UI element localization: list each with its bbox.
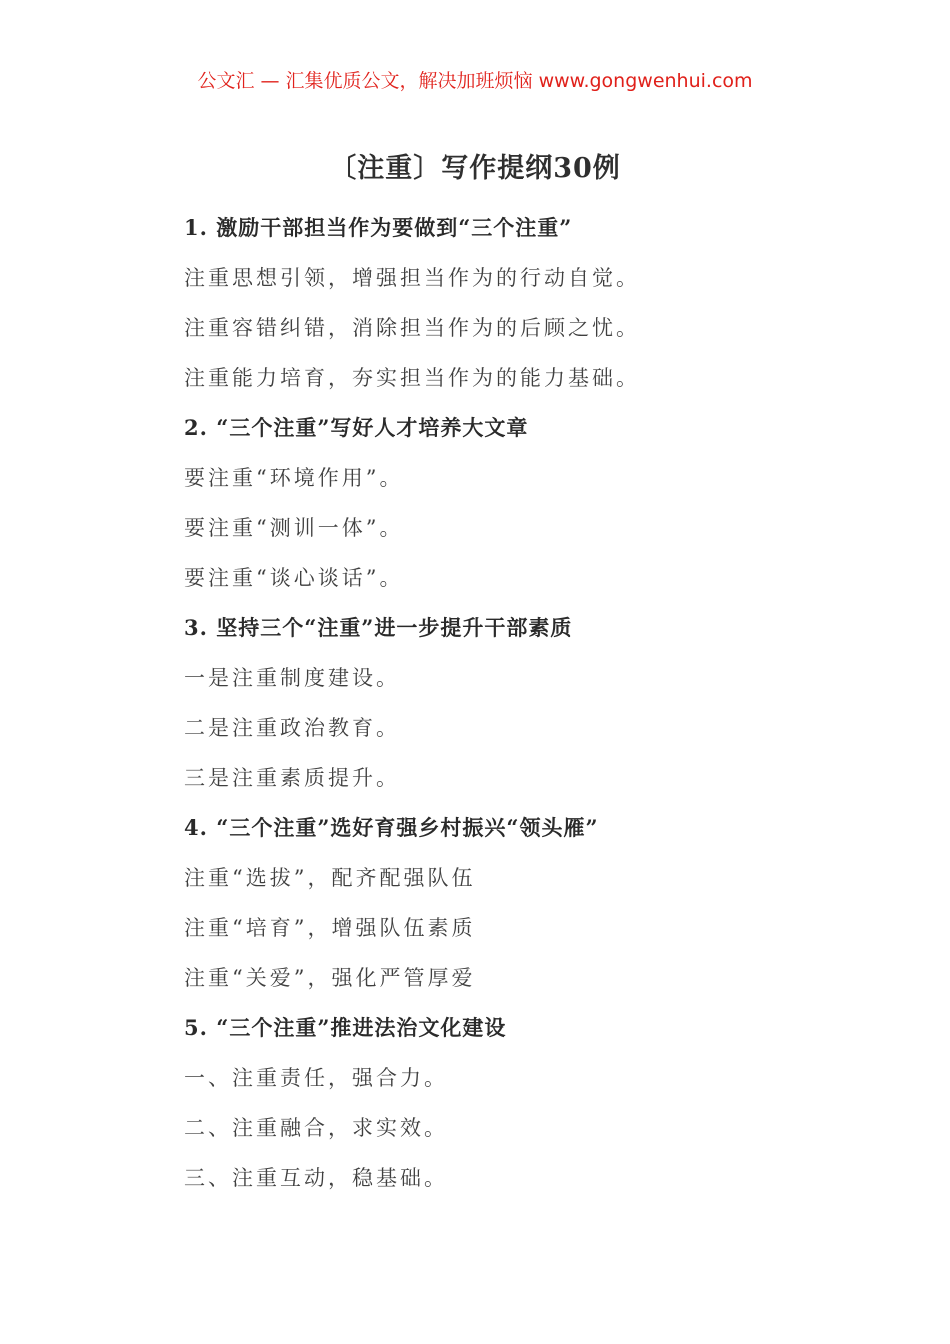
section-2: [184, 408, 884, 608]
section-line: 注重“选拔”，配齐配强队伍: [184, 866, 476, 890]
document-title: 〔注重〕写作提纲30例: [329, 153, 621, 184]
section-line: 二、注重融合，求实效。: [184, 1116, 448, 1140]
section-line: 要注重“测训一体”。: [184, 516, 404, 540]
section-4: [184, 808, 884, 1008]
section-line: 要注重“环境作用”。: [184, 466, 404, 490]
section-3: [184, 608, 884, 808]
section-line: 注重思想引领，增强担当作为的行动自觉。: [184, 266, 640, 290]
section-heading: 2. “三个注重”写好人才培养大文章: [184, 415, 529, 440]
section-heading: 1. 激励干部担当作为要做到“三个注重”: [184, 215, 573, 240]
section-line: 一、注重责任，强合力。: [184, 1066, 448, 1090]
section-line: 要注重“谈心谈话”。: [184, 566, 404, 590]
document-body: [184, 208, 884, 1208]
section-heading: 3. 坚持三个“注重”进一步提升干部素质: [184, 615, 573, 640]
section-line: 注重能力培育，夯实担当作为的能力基础。: [184, 366, 640, 390]
section-line: 注重容错纠错，消除担当作为的后顾之忧。: [184, 316, 640, 340]
section-heading: 5. “三个注重”推进法治文化建设: [184, 1015, 507, 1040]
header-banner: 公文汇 — 汇集优质公文，解决加班烦恼 www.gongwenhui.com: [197, 70, 753, 92]
section-line: 一是注重制度建设。: [184, 666, 400, 690]
section-line: 三是注重素质提升。: [184, 766, 400, 790]
section-line: 注重“关爱”，强化严管厚爱: [184, 966, 476, 990]
section-line: 二是注重政治教育。: [184, 716, 400, 740]
section-line: 三、注重互动，稳基础。: [184, 1166, 448, 1190]
section-1: [184, 208, 884, 408]
section-line: 注重“培育”，增强队伍素质: [184, 916, 476, 940]
section-heading: 4. “三个注重”选好育强乡村振兴“领头雁”: [184, 815, 599, 840]
section-5: [184, 1008, 884, 1208]
